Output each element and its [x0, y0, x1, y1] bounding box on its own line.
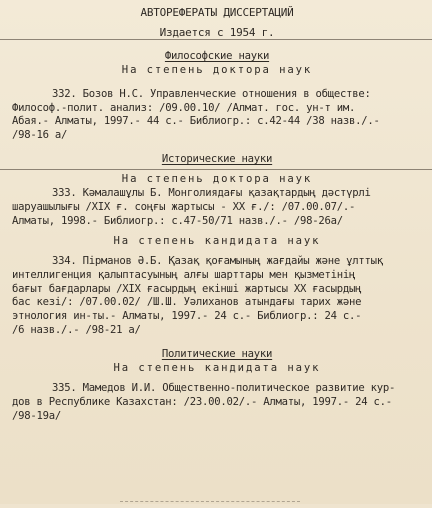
section-field-politics: Политические науки	[161, 348, 273, 361]
section-degree-candidate: На степень кандидата наук	[113, 362, 321, 375]
entry-line: 332. Бозов Н.С. Управленческие отношения в обществе:	[52, 87, 371, 100]
bibliography-entry-332	[12, 88, 422, 144]
divider-line	[0, 169, 432, 170]
bibliography-entry-335	[12, 382, 422, 424]
entry-line: Абая.- Алматы, 1997.- 44 с.- Библиогр.: с.42-44 /38 назв./.-	[12, 115, 380, 128]
entry-line: интеллигенция қалыптасуының алғы шарттары мен қызметінің	[12, 268, 356, 281]
entry-line: /98-19а/	[12, 409, 62, 422]
section-degree-doctor: На степень доктора наук	[121, 173, 313, 186]
entry-line: Философ.-полит. анализ: /09.00.10/ /Алмат. гос. ун-т им.	[12, 101, 356, 114]
entry-line: 334. Пірманов Ә.Б. Қазақ қоғамының жағдайы және ұлттық	[52, 254, 383, 267]
entry-line: 333. Кәмалашұлы Б. Монголиядағы қазақтардың дәстүрлі	[52, 187, 371, 200]
page-bottom-edge	[120, 501, 300, 508]
section-degree-candidate: На степень кандидата наук	[113, 234, 321, 247]
entry-line: бағыт бағдарлары /XIX ғасырдың екінші жартысы XX ғасырдың	[12, 282, 362, 295]
entry-line: /6 назв./.- /98-21 а/	[12, 324, 141, 337]
entry-line: этнология ин-ты.- Алматы, 1997.- 24 с.- Библиогр.: 24 с.-	[12, 310, 362, 323]
entry-line: шаруашылығы /XIX ғ. соңғы жартысы - XX ғ./: /07.00.07/.-	[12, 200, 356, 213]
bibliography-entry-334	[12, 255, 422, 338]
document-title: АВТОРЕФЕРАТЫ ДИССЕРТАЦИЙ	[140, 6, 294, 19]
entry-line: /98-16 а/	[12, 129, 68, 142]
document-subtitle: Издается с 1954 г.	[159, 25, 275, 39]
bibliography-entry-333	[12, 187, 422, 229]
section-degree-doctor: На степень доктора наук	[121, 63, 313, 76]
entry-line: 335. Мамедов И.И. Общественно-политическое развитие кур-	[52, 381, 396, 394]
entry-line: бас кезі/: /07.00.02/ /Ш.Ш. Уәлиханов атындағы тарих және	[12, 296, 362, 309]
entry-line: Алматы, 1998.- Библиогр.: с.47-50/71 назв./.- /98-26а/	[12, 214, 343, 227]
section-field-history: Исторические науки	[161, 153, 273, 166]
divider-line	[0, 39, 432, 40]
entry-line: дов в Республике Казахстан: /23.00.02/.- Алматы, 1997.- 24 с.-	[12, 395, 392, 408]
section-field-philosophy: Философские науки	[164, 49, 270, 62]
